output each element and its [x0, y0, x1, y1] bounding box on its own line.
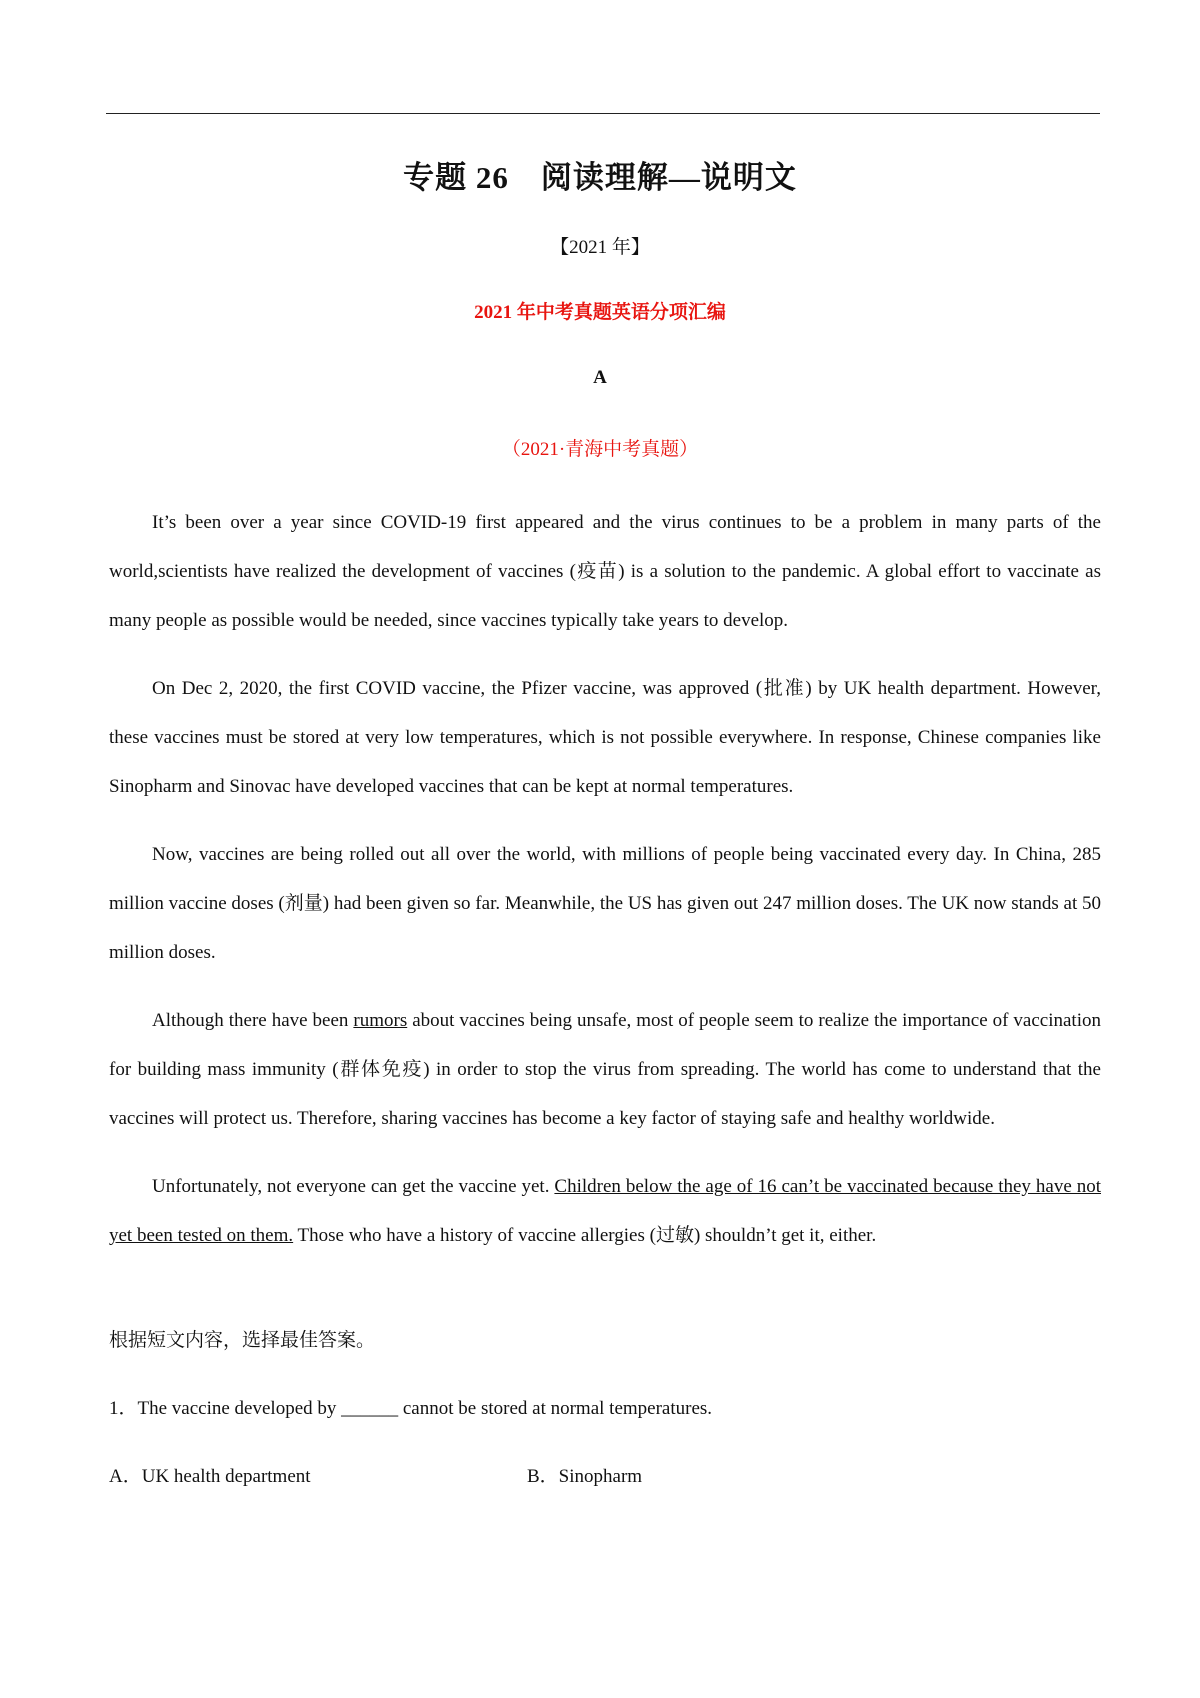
reading-passage [109, 498, 1101, 1260]
paragraph-4-text-start: Although there have been [152, 1010, 354, 1031]
underlined-sentence: Children below the age of 16 can’t be vaccinated because they have not yet been tested on them. [109, 1176, 1101, 1246]
section-letter: A [593, 367, 607, 388]
paragraph-3: Now, vaccines are being rolled out all over the world, with millions of people being vaccinated every day. In China, 285 million vaccine doses (剂量) had been given so far. Meanwhile, the US has given out 247 million doses. The UK now stands at 50 million doses. [109, 844, 1101, 963]
question-1-option-a[interactable]: A．UK health department [109, 1466, 311, 1487]
paragraph-4 [109, 996, 1101, 1143]
page-title: 专题 26 阅读理解—说明文 [403, 160, 797, 195]
question-1-stem: 1．The vaccine developed by ______ cannot be stored at normal temperatures. [109, 1398, 713, 1419]
paragraph-5-text-end: Those who have a history of vaccine allergies (过敏) shouldn’t get it, either. [293, 1225, 877, 1246]
paragraph-5 [109, 1162, 1101, 1260]
paragraph-5-text-start: Unfortunately, not everyone can get the vaccine yet. [152, 1176, 555, 1197]
year-tag: 【2021 年】 [550, 237, 650, 258]
collection-subtitle: 2021 年中考真题英语分项汇编 [474, 302, 726, 323]
header-divider [106, 113, 1100, 114]
paragraph-4-text-end: about vaccines being unsafe, most of people seem to realize the importance of vaccination for building mass immunity (群体免疫) in order to stop the virus from spreading. The world has come to understand that the vaccines will protect us. Therefore, sharing vaccines has become a key factor of staying safe and healthy worldwide. [109, 1010, 1101, 1129]
underlined-word-rumors: rumors [353, 1010, 408, 1031]
question-instruction: 根据短文内容，选择最佳答案。 [109, 1330, 376, 1351]
source-citation: （2021·青海中考真题） [501, 439, 699, 460]
paragraph-2: On Dec 2, 2020, the first COVID vaccine, the Pfizer vaccine, was approved (批准) by UK health department. However, these vaccines must be stored at very low temperatures, which is not possible everywhere. In response, Chinese companies like Sinopharm and Sinovac have developed vaccines that can be kept at normal temperatures. [109, 678, 1101, 797]
paragraph-1: It’s been over a year since COVID-19 first appeared and the virus continues to be a problem in many parts of the world,scientists have realized the development of vaccines (疫苗) is a solution to the pandemic. A global effort to vaccinate as many people as possible would be needed, since vaccines typically take years to develop. [109, 512, 1101, 631]
question-1-option-b[interactable]: B．Sinopharm [527, 1466, 643, 1487]
